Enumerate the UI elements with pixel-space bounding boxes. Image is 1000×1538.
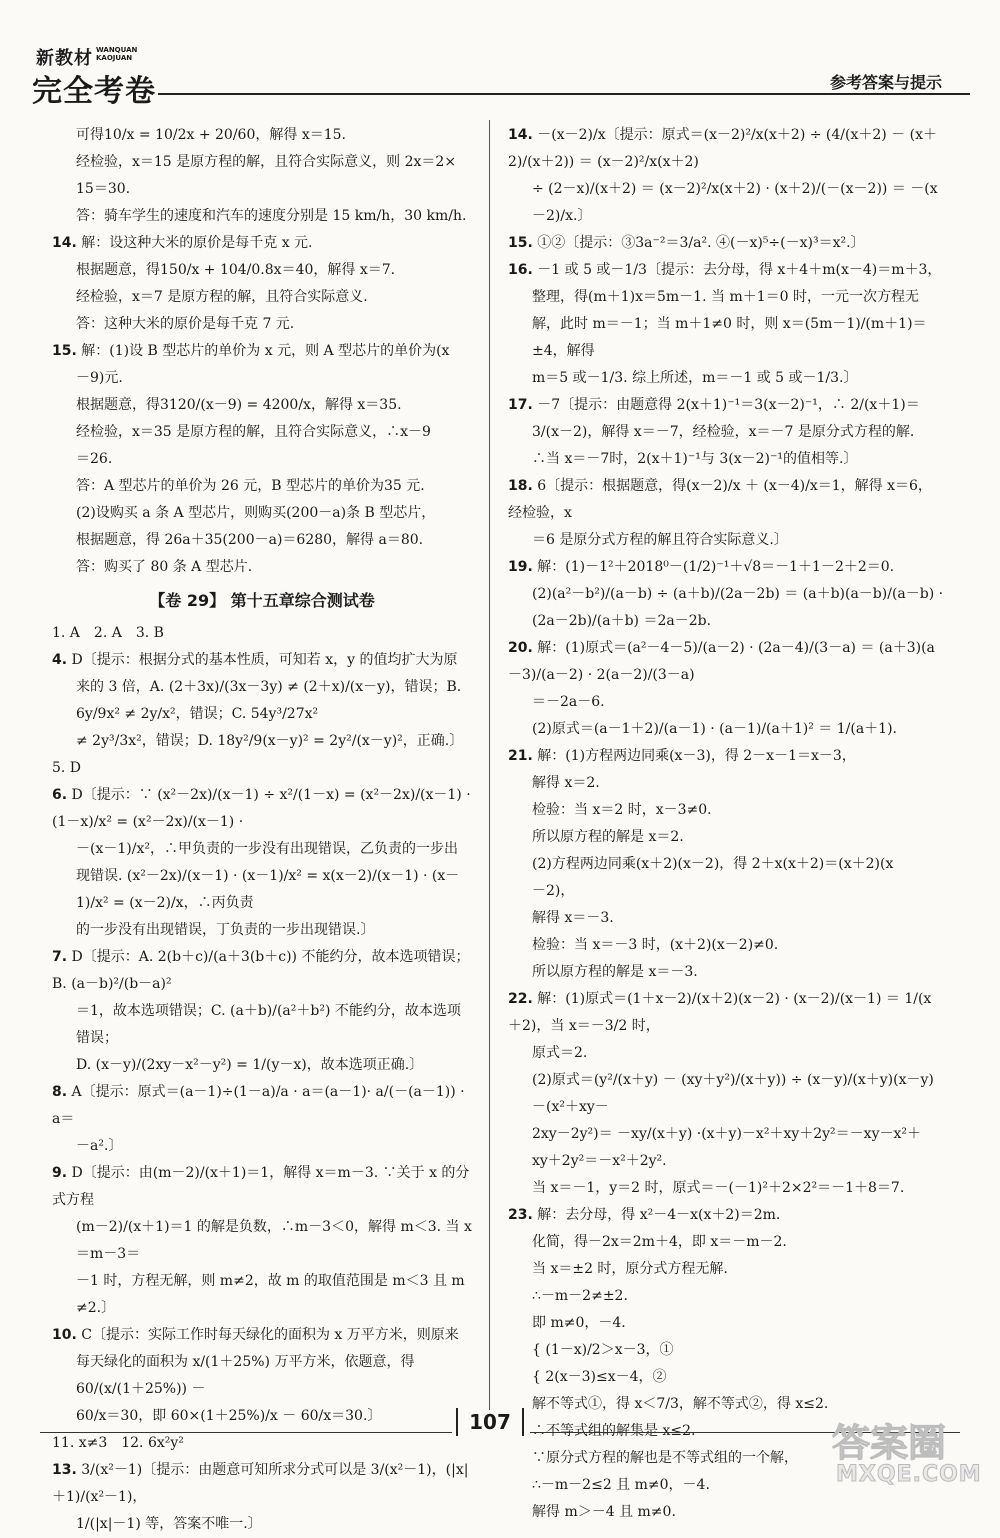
answer-line [52,203,472,230]
answer-text: (2)原式＝(y²/(x＋y) － (xy＋y²)/(x＋y)) ÷ (x－y)/(x＋y)(x－y) －(x²＋xy－ [532,1072,939,1115]
answer-line [52,446,472,473]
question-number: 15. [52,343,77,359]
answer-text: (2)(a²－b²)/(a－b) ÷ (a＋b)/(2a－2b) ＝ (a＋b)(a－b)/(a－b) · (2a－2b)/(a＋b) ＝2a－2b. [532,586,948,629]
answer-line [52,998,472,1052]
answer-text: D. (x－y)/(2xy－x²－y²) = 1/(y－x)，故本选项正确.〕 [76,1057,424,1073]
answer-text: 1/(|x|－1) 等，答案不唯一.〕 [76,1516,262,1532]
answer-line [52,230,472,257]
answer-text: 来的 3 倍，A. (2＋3x)/(3x－3y) ≠ (2＋x)/(x－y)，错误；B. 6y/9x² ≠ 2y/x²，错误；C. 54y³/27x² [76,679,466,722]
answer-line [52,1511,472,1538]
section-title: 参考答案与提示 [829,73,942,92]
answer-line [52,944,472,998]
answer-text: 60/x＝30，即 60×(1＋25%)/x － 60/x＝30.〕 [76,1408,382,1424]
answer-text: (m－2)/(x＋1)＝1 的解是负数，∴m－3＜0，解得 m＜3. 当 x＝m－3＝ [76,1219,472,1262]
answer-line [52,647,472,674]
answer-line [52,755,472,782]
answer-text: ∵原分式方程的解也是不等式组的一个解， [532,1450,798,1466]
answer-text: 经检验，x＝7 是原方程的解，且符合实际意义. [76,289,368,305]
answer-text: 根据题意，得150/x + 104/0.8x＝40，解得 x＝7. [76,262,396,278]
answer-text: 解不等式①，得 x＜7/3，解不等式②，得 x≤2. [532,1396,829,1412]
answer-text: 解：(1)原式＝(a²－4－5)/(a－2) · (2a－4)/(3－a) ＝ (a＋3)(a－3)/(a－2) · 2(a－2)/(3－a) [508,640,935,683]
watermark-url: MXQE.COM [836,1462,982,1487]
answer-line [52,1349,472,1403]
answer-line [52,728,472,755]
answer-line [52,257,472,284]
answer-text: (2)设购买 a 条 A 型芯片，则购买(200－a)条 B 型芯片， [76,505,436,521]
answer-text: 的一步没有出现错误，丁负责的一步出现错误.〕 [76,922,375,938]
brand-logo-title: 完全考卷 [32,74,156,109]
answer-line [508,770,944,797]
answer-line [508,743,944,770]
answer-text: 整理，得(m＋1)x＝5m－1. 当 m＋1＝0 时，一元一次方程无 [532,289,919,305]
answer-text: －a².〕 [76,1138,123,1154]
answer-line [52,500,472,527]
footer-bar-right [522,1408,524,1436]
answer-line [52,1403,472,1430]
answer-text: ①②〔提示：③3a⁻²＝3/a². ④(－x)⁵÷(－x)³＝x².〕 [537,235,865,251]
answer-line [52,1160,472,1214]
column-divider [489,120,490,1410]
question-number: 18. [508,478,533,494]
answer-text: ∴不等式组的解集是 x≤2. [532,1423,696,1439]
answer-text: 5. D [52,760,82,776]
answer-text: xy＋2y²＝－x²＋2y². [532,1153,667,1169]
question-number: 7. [52,949,68,965]
question-number: 4. [52,652,68,668]
answer-line [508,392,944,419]
answer-text: 根据题意，得 26a＋35(200－a)＝6280，解得 a＝80. [76,532,424,548]
answer-text: 当 x＝±2 时，原分式方程无解. [532,1261,728,1277]
answer-text: ∴－m－2≠±2. [532,1288,628,1304]
answer-line [508,1310,944,1337]
answer-text: ＝1，故本选项错误；C. (a＋b)/(a²＋b²) 不能约分，故本选项错误； [76,1003,461,1046]
right-answer-column [508,122,948,1526]
answer-line [52,149,472,176]
brand-english-line-2: KAOJUAN [96,54,133,62]
answer-line [508,878,944,905]
answer-text: 即 m≠0，－4. [532,1315,626,1331]
answer-line [508,473,944,527]
question-number: 13. [52,1462,77,1478]
answer-line [508,1499,944,1526]
brand-top: 新教材 [36,48,93,69]
answer-line [508,1202,944,1229]
answer-text: －1 时，方程无解，则 m≠2，故 m 的取值范围是 m＜3 且 m [76,1273,465,1289]
answer-text: 解得 x＝－3. [532,910,614,926]
answer-line [52,554,472,581]
answer-line [52,365,472,392]
answer-line [508,122,944,176]
answer-text: －1 或 5 或－1/3〔提示：去分母，得 x＋4＋m(x－4)＝m＋3， [537,262,942,278]
answer-text: 解：(1)设 B 型芯片的单价为 x 元，则 A 型芯片的单价为(x [81,343,450,359]
watermark-stamp: 答案圈 [832,1421,947,1465]
answer-text: 2xy－2y²)＝ －xy/(x＋y) ·(x＋y)－x²＋xy＋2y²＝－xy－x²＋ [532,1126,921,1142]
answer-text: 答：A 型芯片的单价为 26 元，B 型芯片的单价为35 元. [76,478,425,494]
answer-line [52,392,472,419]
answer-line [508,446,944,473]
question-number: 14. [508,127,533,143]
left-answer-column [52,122,476,1538]
answer-line [508,419,944,446]
answer-line [52,419,472,446]
answer-line [508,230,944,257]
answer-text: D〔提示：A. 2(b＋c)/(a＋3(b＋c)) 不能约分，故本选项错误；B. (a－b)²/(b－a)² [52,949,470,992]
answer-text: 当 x＝－1，y＝2 时，原式＝－(－1)²＋2×2²＝－1＋8＝7. [532,1180,905,1196]
brand-english [96,46,137,62]
answer-text: 11. x≠3 12. 6x²y² [52,1435,184,1451]
answer-line [52,527,472,554]
answer-line [508,635,944,689]
footer-rule-left [40,1432,452,1433]
answer-text: D〔提示：∵ (x²－2x)/(x－1) ÷ x²/(1－x) = (x²－2x)/(x－1) · (1－x)/x² = (x²－2x)/(x－1) · [52,787,476,830]
answer-line [508,932,944,959]
answer-text: 3/(x－2)，解得 x＝－7，经检验，x＝－7 是原分式方程的解. [532,424,915,440]
answer-text: ∴－m－2≤2 且 m≠0，－4. [532,1477,710,1493]
question-number: 9. [52,1165,68,1181]
question-number: 6. [52,787,68,803]
watermark [832,1412,988,1492]
answer-text: 检验：当 x＝－3 时，(x＋2)(x－2)≠0. [532,937,779,953]
answer-text: 1. A 2. A 3. B [52,625,164,641]
footer-bar-left [456,1408,458,1436]
answer-line [508,1040,944,1067]
question-number: 14. [52,235,77,251]
answer-text: (2)方程两边同乘(x＋2)(x－2)，得 2＋x(x＋2)＝(x＋2)(x [532,856,894,872]
answer-text: －(x－2)/x〔提示：原式＝(x－2)²/x(x＋2) ÷ (4/(x＋2) － (x＋2)/(x＋2)) ＝ (x－2)²/x(x＋2) [508,127,937,170]
question-number: 20. [508,640,533,656]
answer-text: 15＝30. [76,181,131,197]
question-number: 10. [52,1327,77,1343]
answer-line [52,1214,472,1268]
answer-line [52,284,472,311]
answer-line [508,959,944,986]
header-divider [158,93,970,95]
question-number: 15. [508,235,533,251]
answer-text: ≠ 2y³/3x²，错误；D. 18y²/9(x－y)² = 2y²/(x－y)²，正确.〕 [76,733,464,749]
answer-text: 3/(x²－1)〔提示：由题意可知所求分式可以是 3/(x²－1)，(|x|＋1)/(x²－1)， [52,1462,469,1505]
answer-text: 解得 m＞－4 且 m≠0. [532,1504,676,1520]
answer-text: －2)， [532,883,575,899]
answer-text: C〔提示：实际工作时每天绿化的面积为 x 万平方米，则原来 [81,1327,459,1343]
page-number: 107 [469,1410,511,1434]
answer-line [508,824,944,851]
answer-line [508,905,944,932]
answer-line [508,1175,944,1202]
answer-text: 解：(1)方程两边同乘(x－3)，得 2－x－1＝x－3， [537,748,856,764]
answer-line [508,257,944,284]
answer-text: A〔提示：原式＝(a－1)÷(1－a)/a · a＝(a－1)· a/(－(a－1)) · a＝ [52,1084,470,1127]
answer-line [508,176,944,230]
question-number: 22. [508,991,533,1007]
answer-text: 经检验，x＝15 是原方程的解，且符合实际意义，则 2x＝2× [76,154,457,170]
answer-text: 答：这种大米的原价是每千克 7 元. [76,316,295,332]
answer-line [52,620,472,647]
answer-line [52,1133,472,1160]
answer-line [52,122,472,149]
answer-line [508,581,948,635]
answer-text: 根据题意，得3120/(x－9) = 4200/x，解得 x＝35. [76,397,402,413]
question-number: 21. [508,748,533,764]
answer-line [508,1256,944,1283]
answer-text: －(x－1)/x²，∴甲负责的一步没有出现错误，乙负责的一步出 [76,841,458,857]
question-number: 19. [508,559,533,575]
answer-line [508,1337,944,1364]
answer-line [508,689,944,716]
answer-text: { 2(x－3)≤x－4，② [532,1369,667,1385]
answer-line [52,674,472,728]
answer-text: 化简，得－2x＝2m＋4，即 x＝－m－2. [532,1234,787,1250]
answer-text: ＝26. [76,451,113,467]
answer-line [508,851,944,878]
answer-line [508,1229,944,1256]
answer-text: m＝5 或－1/3. 综上所述，m＝－1 或 5 或－1/3.〕 [532,370,858,386]
answer-line [52,1052,472,1079]
answer-line [508,986,944,1040]
answer-line [508,716,944,743]
answer-line [52,836,472,863]
answer-text: ÷ (2－x)/(x＋2) ＝ (x－2)²/x(x＋2) · (x＋2)/(－(x－2)) ＝ －(x－2)/x.〕 [532,181,938,224]
answer-line [52,1295,472,1322]
answer-line [52,863,472,917]
answer-line [508,554,944,581]
answer-text: 答：骑车学生的速度和汽车的速度分别是 15 km/h，30 km/h. [76,208,467,224]
answer-line [52,917,472,944]
answer-text: 每天绿化的面积为 x/(1＋25%) 万平方米，依题意，得 60/(x/(1＋25%)) － [76,1354,419,1397]
answer-line [508,1121,944,1148]
brand-english-line-1: WANQUAN [96,46,138,54]
answer-line [52,1322,472,1349]
answer-text: { (1－x)/2＞x－3，① [532,1342,674,1358]
answer-line [52,1268,472,1295]
answer-text: 经检验，x＝35 是原方程的解，且符合实际意义，∴x－9 [76,424,431,440]
answer-line [508,284,944,311]
answer-line [52,176,472,203]
answer-text: －7〔提示：由题意得 2(x＋1)⁻¹＝3(x－2)⁻¹，∴ 2/(x＋1)＝ [537,397,920,413]
answer-text: 所以原方程的解是 x＝2. [532,829,684,845]
answer-line [508,1283,944,1310]
answer-text: ＝6 是原分式方程的解且符合实际意义.〕 [532,532,788,548]
answer-line [508,1364,944,1391]
answer-text: 现错误. (x²－2x)/(x－1) · (x－1)/x² = x(x－2)/(x－1) · (x－1)/x² = (x－2)/x，∴丙负责 [76,868,460,911]
test-section-heading: 【卷 29】 第十五章综合测试卷 [149,591,375,610]
answer-text: 答：购买了 80 条 A 型芯片. [76,559,253,575]
answer-text: －9)元. [76,370,123,386]
answer-line [508,1148,944,1175]
question-number: 8. [52,1084,68,1100]
answer-text: D〔提示：由(m－2)/(x＋1)＝1，解得 x＝m－3. ∵关于 x 的分式方程 [52,1165,470,1208]
answer-text: D〔提示：根据分式的基本性质，可知若 x，y 的值均扩大为原 [71,652,458,668]
question-number: 16. [508,262,533,278]
question-number: 23. [508,1207,533,1223]
answer-text: ∴当 x＝－7时，2(x＋1)⁻¹与 3(x－2)⁻¹的值相等.〕 [532,451,858,467]
answer-line [52,1430,472,1457]
answer-line [52,782,476,836]
answer-text: 解，此时 m＝－1；当 m＋1≠0 时，则 x＝(5m－1)/(m＋1)＝±4，解得 [532,316,927,359]
answer-line [52,311,472,338]
page-header [30,40,970,109]
answer-line [52,1079,472,1133]
answer-text: 检验：当 x＝2 时，x－3≠0. [532,802,712,818]
answer-text: (2)原式＝(a－1＋2)/(a－1) · (a－1)/(a＋1)² ＝ 1/(a＋1). [532,721,897,737]
answer-line [52,473,472,500]
answer-line [508,527,944,554]
answer-text: 6〔提示：根据题意，得(x－2)/x ＋ (x－4)/x＝1，解得 x＝6，经检验，x [508,478,932,521]
answer-line [508,311,944,365]
question-number: 17. [508,397,533,413]
answer-text: 可得10/x = 10/2x + 20/60，解得 x＝15. [76,127,346,143]
answer-text: ＝－2a－6. [532,694,605,710]
answer-text: 解：设这种大米的原价是每千克 x 元. [81,235,313,251]
answer-line [52,338,472,365]
answer-line [508,1067,944,1121]
answer-text: 解：(1)－1²＋2018⁰－(1/2)⁻¹＋√8＝－1＋1－2＋2＝0. [537,559,895,575]
answer-line [508,365,944,392]
answer-text: 解：去分母，得 x²－4－x(x＋2)＝2m. [537,1207,781,1223]
answer-text: ≠2.〕 [76,1300,116,1316]
answer-text: 解：(1)原式＝(1＋x－2)/(x＋2)(x－2) · (x－2)/(x－1) ＝ 1/(x＋2)，当 x＝－3/2 时， [508,991,932,1034]
answer-text: 所以原方程的解是 x＝－3. [532,964,698,980]
answer-text: 解得 x＝2. [532,775,600,791]
answer-line [508,797,944,824]
answer-line [52,1457,472,1511]
answer-text: 原式＝2. [532,1045,588,1061]
